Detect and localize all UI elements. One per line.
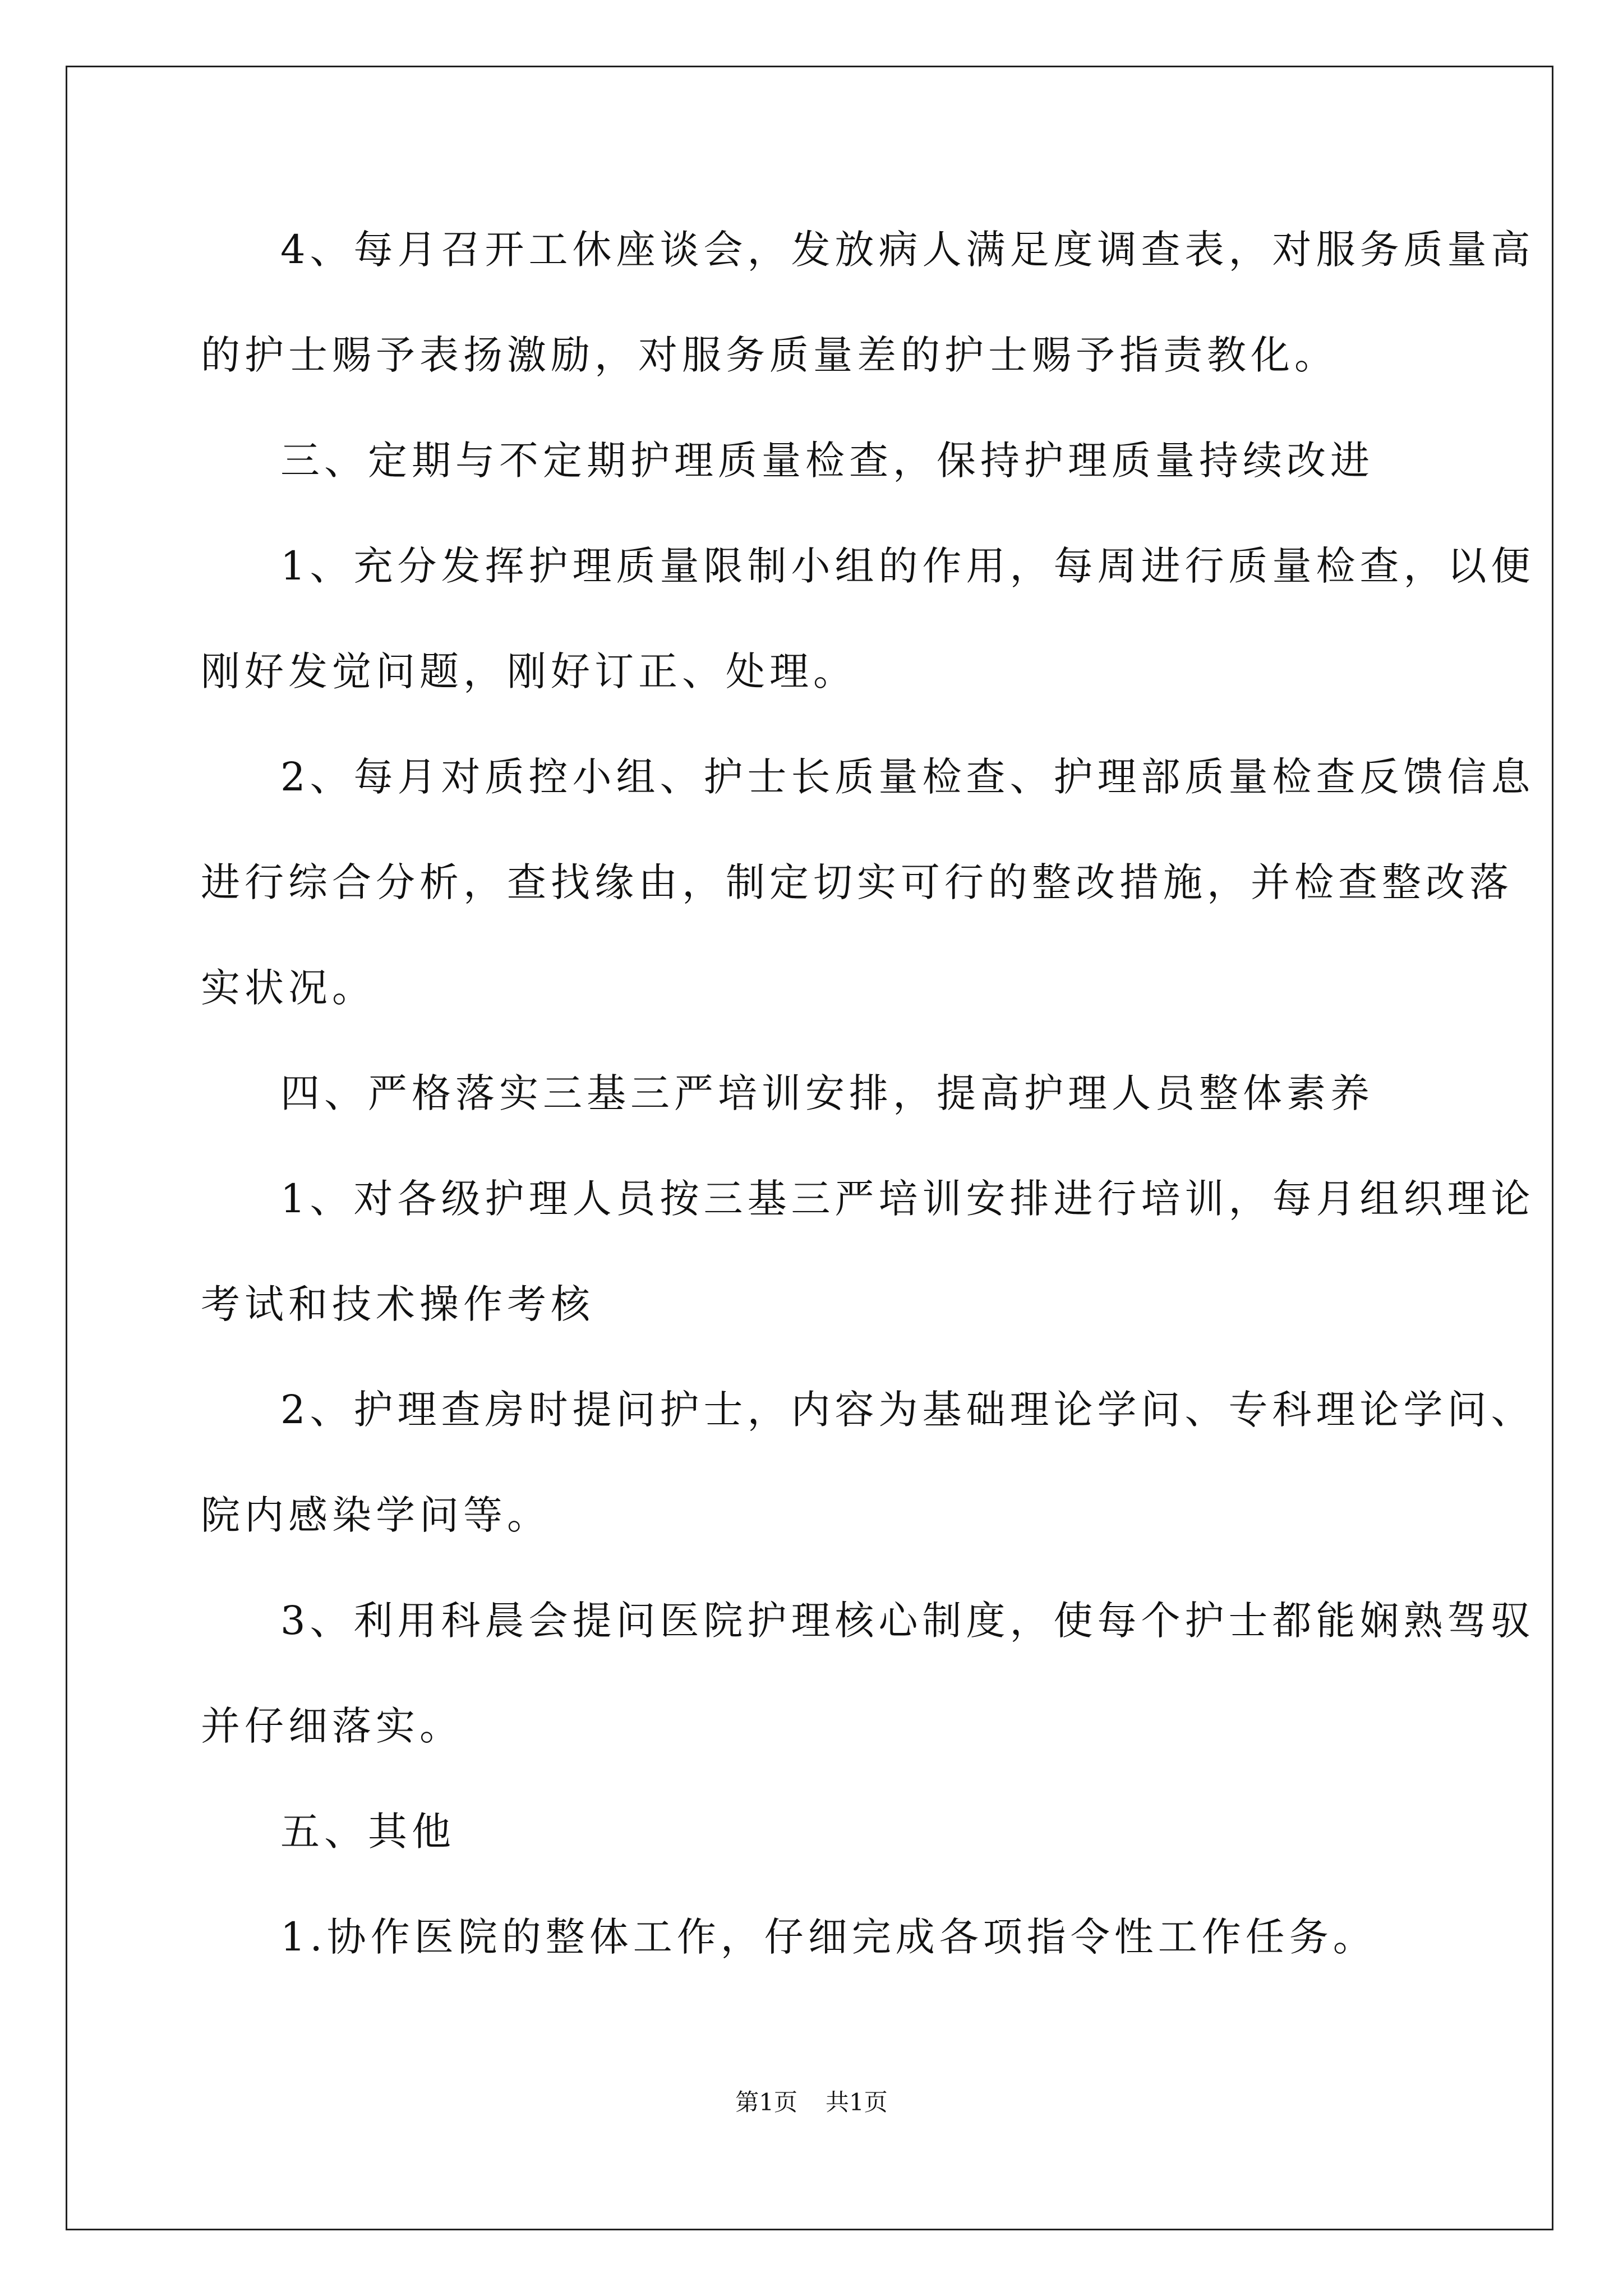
paragraph-line: 的护士赐予表扬激励，对服务质量差的护士赐予指责教化。 [201, 332, 1338, 378]
paragraph-line: 1、充分发挥护理质量限制小组的作用，每周进行质量检查，以便 [280, 543, 1535, 589]
page-number: 第1页 [735, 2088, 797, 2116]
paragraph-line: 1.协作医院的整体工作，仔细完成各项指令性工作任务。 [280, 1914, 1377, 1960]
paragraph-line: 2、护理查房时提问护士，内容为基础理论学问、专科理论学问、 [280, 1387, 1535, 1433]
page-footer [0, 2084, 1623, 2118]
paragraph-line: 刚好发觉问题，刚好订正、处理。 [201, 648, 857, 694]
paragraph-line: 1、对各级护理人员按三基三严培训安排进行培训，每月组织理论 [280, 1176, 1535, 1222]
paragraph-line: 实状况。 [201, 965, 376, 1011]
paragraph-line: 4、每月召开工休座谈会，发放病人满足度调查表，对服务质量高 [280, 227, 1535, 273]
page-border [66, 66, 1553, 2230]
paragraph-line: 院内感染学问等。 [201, 1492, 551, 1538]
paragraph-line: 3、利用科晨会提问医院护理核心制度，使每个护士都能娴熟驾驭 [280, 1598, 1535, 1644]
section-heading: 四、严格落实三基三严培训安排，提高护理人员整体素养 [280, 1070, 1374, 1116]
paragraph-line: 2、每月对质控小组、护士长质量检查、护理部质量检查反馈信息 [280, 754, 1535, 800]
paragraph-line: 考试和技术操作考核 [201, 1281, 594, 1327]
paragraph-line: 并仔细落实。 [201, 1703, 463, 1749]
page-total: 共1页 [826, 2088, 888, 2116]
section-heading: 三、定期与不定期护理质量检查，保持护理质量持续改进 [280, 438, 1374, 484]
section-heading: 五、其他 [280, 1809, 455, 1855]
paragraph-line: 进行综合分析，查找缘由，制定切实可行的整改措施，并检查整改落 [201, 859, 1513, 905]
